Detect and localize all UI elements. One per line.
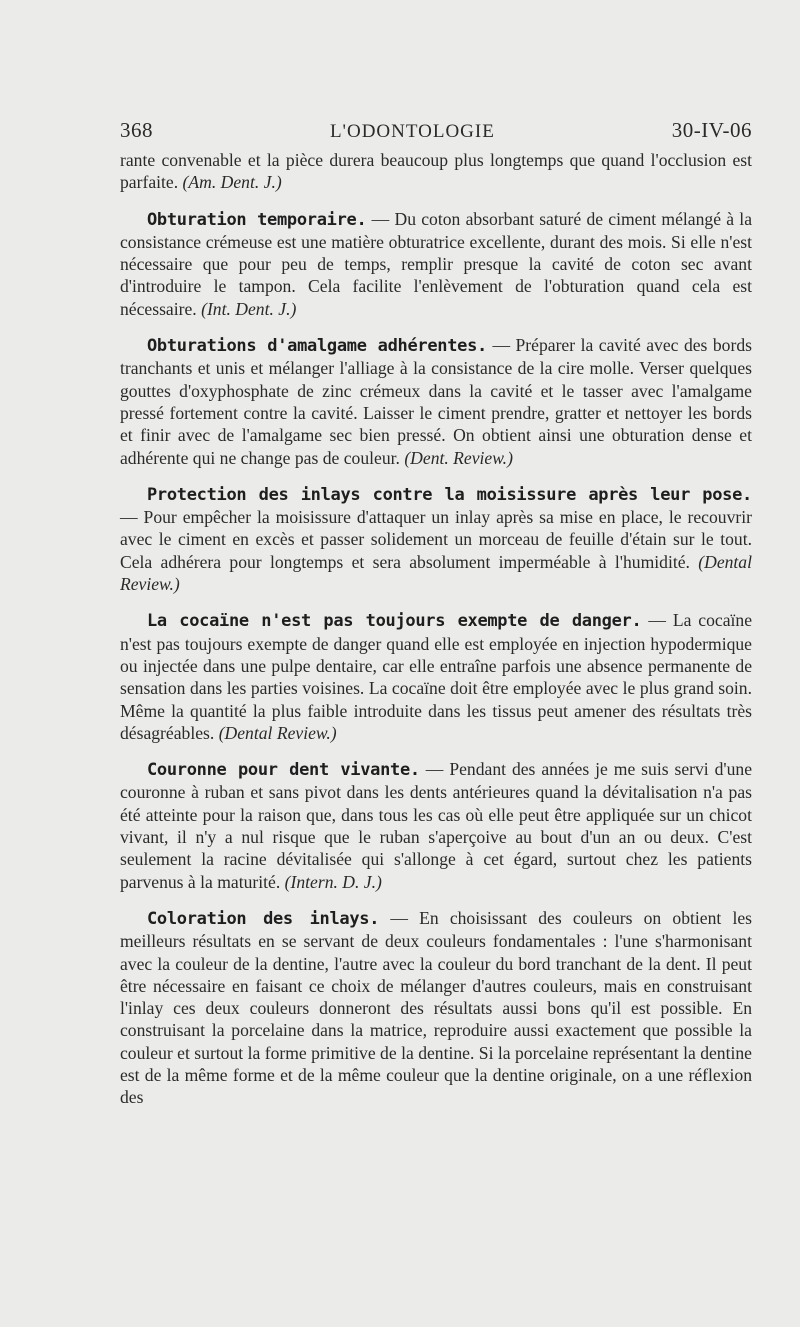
journal-title: L'ODONTOLOGIE (329, 121, 495, 142)
paragraph-body: — En choisissant des couleurs on obtient les meilleurs résultats en se servant de deux couleurs fondamentales : l'une s'harmonisant avec la couleur de la dentine, l'autre avec la couleur du bord tranchant de la dent. Il peut être nécessaire en faisant ce choix de mélanger d'autres couleurs, mais en construisant l'inlay ces deux couleurs donneront des résultats aussi bons qu'il est possible. En construisant la porcelaine dans la matrice, reproduire aussi exactement que possible la couleur et surtout la forme primitive de la dentine. Si la porcelaine représentant la dentine est de la même forme et de la même couleur que la dentine originale, on a une réflexion des (120, 907, 752, 1108)
paragraph-body: rante convenable et la pièce durera beaucoup plus longtemps que quand l'occlusion est parfaite. (120, 150, 752, 193)
paragraph-citation: (Dental Review.) (120, 551, 752, 595)
section-heading: Obturations d'amalgame adhérentes. (147, 336, 487, 357)
paragraph-coloration-inlays (120, 907, 752, 1109)
paragraph-obturation-temporaire (120, 208, 752, 320)
section-heading: Couronne pour dent vivante. (147, 760, 420, 781)
section-heading: Protection des inlays contre la moisissure après leur pose. (147, 484, 752, 505)
running-head (120, 118, 752, 143)
paragraph-continuation (120, 149, 752, 194)
section-heading: Obturation temporaire. (147, 209, 367, 230)
paragraph-protection-inlays (120, 483, 752, 595)
journal-page (120, 118, 752, 1123)
paragraph-couronne (120, 758, 752, 893)
paragraph-citation: (Dent. Review.) (404, 447, 513, 468)
section-heading: Coloration des inlays. (147, 908, 380, 929)
paragraph-citation: (Dental Review.) (218, 722, 337, 743)
paragraph-body: — Du coton absorbant saturé de ciment mélangé à la consistance crémeuse est une matière obturatrice excellente, durant des mois. Si elle n'est nécessaire que pour peu de temps, remplir presque la cavité de coton sec avant d'introduire le tampon. Cela facilite l'enlèvement de l'obturation quand cela est nécessaire. (120, 208, 752, 319)
page-number: 368 (120, 118, 153, 142)
paragraph-body: — Pendant des années je me suis servi d'une couronne à ruban et sans pivot dans les dents antérieures quand la dévitalisation n'a pas été atteinte pour la raison que, dans tous les cas où elle peut être appliquée sur un chicot vivant, il n'y a nul risque que le ruban s'aperçoive au bout d'un an ou deux. C'est seulement la racine dévitalisée qui s'allonge à cet égard, surtout chez les patients parvenus à la maturité. (120, 759, 752, 892)
paragraph-cocaine (120, 609, 752, 744)
paragraph-citation: (Intern. D. J.) (284, 871, 382, 892)
paragraph-citation: (Int. Dent. J.) (201, 298, 297, 319)
paragraph-body: — La cocaïne n'est pas toujours exempte de danger quand elle est employée en injection hypodermique ou injectée dans une pulpe dentaire, car elle entraîne parfois une absence permanente de sensation dans les parties voisines. La cocaïne doit être employée avec le plus grand soin. Même la quantité la plus faible introduite dans les tissus peut amener des résultats très désagréables. (120, 610, 753, 743)
issue-date: 30-IV-06 (671, 118, 752, 142)
paragraph-obturations-amalgame (120, 334, 752, 469)
paragraph-body: — Préparer la cavité avec des bords tranchants et unis et mélanger l'alliage à la consistance de la cire molle. Verser quelques gouttes d'oxyphosphate de zinc crémeux dans la cavité et le tasser avec l'amalgame pressé fortement contre la cavité. Laisser le ciment prendre, gratter et nettoyer les bords et finir avec de l'amalgame sec bien pressé. On obtient ainsi une obturation dense et adhérente qui ne change pas de couleur. (120, 335, 752, 468)
paragraph-body: — Pour empêcher la moisissure d'attaquer un inlay après sa mise en place, le recouvrir avec le ciment en excès et passer solidement un morceau de feuille d'étain sur le tout. Cela adhérera pour longtemps et sera absolument imperméable à l'humidité. (120, 507, 752, 572)
paragraph-citation: (Am. Dent. J.) (182, 172, 282, 193)
section-heading: La cocaïne n'est pas toujours exempte de danger. (147, 611, 642, 632)
